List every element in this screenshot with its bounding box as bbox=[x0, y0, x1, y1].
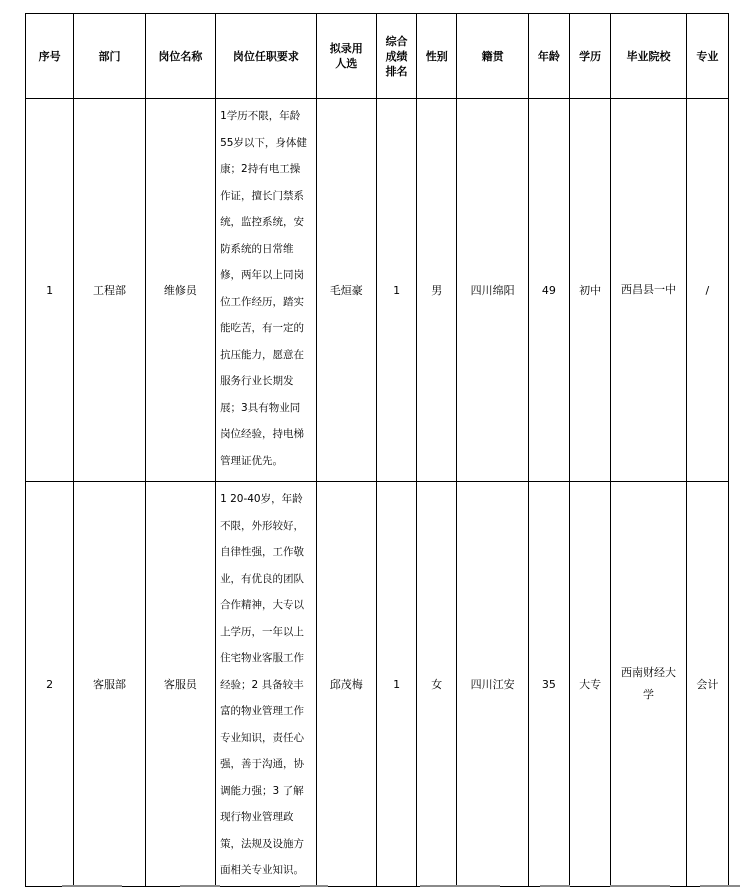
cell-origin: 四川绵阳 bbox=[457, 99, 528, 482]
header-score-line3: 排名 bbox=[385, 64, 408, 78]
req-line: 调能力强；3 了解 bbox=[220, 784, 304, 797]
cell-edu: 大专 bbox=[570, 482, 611, 887]
req-line: 上学历，一年以上 bbox=[220, 625, 305, 638]
req-line: 自律性强，工作敬 bbox=[220, 546, 305, 558]
req-line: 不限，外形较好， bbox=[220, 519, 305, 532]
req-line: 合作精神，大专以 bbox=[220, 599, 305, 611]
cell-school bbox=[611, 482, 686, 887]
req-line: 修，两年以上同岗 bbox=[220, 269, 305, 281]
cell-major: / bbox=[686, 99, 728, 482]
req-line: 1 20-40岁，年龄 bbox=[220, 493, 303, 505]
cell-seq: 1 bbox=[26, 99, 74, 482]
header-score-line2: 成绩 bbox=[385, 49, 408, 63]
school-line2: 学 bbox=[642, 688, 654, 701]
school-line1: 西南财经大 bbox=[620, 666, 676, 679]
header-gender: 性别 bbox=[417, 14, 457, 99]
header-row bbox=[26, 14, 729, 99]
req-line: 现行物业管理政 bbox=[220, 811, 294, 823]
cut-off-text-strip bbox=[0, 882, 752, 890]
header-origin: 籍贯 bbox=[457, 14, 528, 99]
req-line: 抗压能力，愿意在 bbox=[220, 348, 305, 361]
header-candidate bbox=[316, 14, 376, 99]
header-score-rank bbox=[376, 14, 416, 99]
header-age: 年龄 bbox=[528, 14, 569, 99]
header-school: 毕业院校 bbox=[611, 14, 686, 99]
req-line: 岗位经验，持电梯 bbox=[220, 428, 305, 440]
req-line: 统，监控系统，安 bbox=[220, 216, 305, 228]
header-seq: 序号 bbox=[26, 14, 74, 99]
cell-score-rank: 1 bbox=[376, 482, 416, 887]
cell-position: 维修员 bbox=[145, 99, 215, 482]
header-requirements: 岗位任职要求 bbox=[216, 14, 317, 99]
header-edu: 学历 bbox=[570, 14, 611, 99]
hiring-table bbox=[25, 13, 729, 887]
cell-position: 客服员 bbox=[145, 482, 215, 887]
req-line: 能吃苦，有一定的 bbox=[220, 322, 305, 334]
req-line: 业，有优良的团队 bbox=[220, 572, 305, 585]
req-line: 专业知识，责任心 bbox=[220, 731, 305, 744]
req-line: 强，善于沟通，协 bbox=[220, 758, 305, 770]
header-score-line1: 综合 bbox=[385, 34, 408, 48]
cell-dept: 客服部 bbox=[74, 482, 145, 887]
cell-school bbox=[611, 99, 686, 482]
cell-seq: 2 bbox=[26, 482, 74, 887]
cell-age: 49 bbox=[528, 99, 569, 482]
table-row bbox=[26, 99, 729, 482]
req-line: 55岁以下，身体健 bbox=[220, 136, 307, 149]
cell-requirements bbox=[216, 482, 317, 887]
cell-dept: 工程部 bbox=[74, 99, 145, 482]
header-candidate-line2: 人选 bbox=[335, 57, 358, 70]
cell-edu: 初中 bbox=[570, 99, 611, 482]
cell-score-rank: 1 bbox=[376, 99, 416, 482]
header-candidate-line1: 拟录用 bbox=[329, 42, 363, 55]
school-line1: 西昌县一中 bbox=[620, 283, 676, 296]
req-line: 作证，擅长门禁系 bbox=[220, 189, 305, 202]
req-line: 防系统的日常维 bbox=[220, 242, 294, 255]
req-line: 展；3具有物业同 bbox=[220, 401, 301, 414]
header-dept: 部门 bbox=[74, 14, 145, 99]
req-line: 富的物业管理工作 bbox=[220, 705, 305, 717]
req-line: 服务行业长期发 bbox=[220, 375, 294, 387]
cell-gender: 男 bbox=[417, 99, 457, 482]
req-line: 康；2持有电工操 bbox=[220, 163, 301, 175]
req-line: 住宅物业客服工作 bbox=[220, 652, 305, 664]
req-line: 管理证优先。 bbox=[220, 454, 284, 467]
cell-origin: 四川江安 bbox=[457, 482, 528, 887]
req-line: 位工作经历，踏实 bbox=[220, 295, 305, 308]
cell-candidate: 毛烜豪 bbox=[316, 99, 376, 482]
cell-age: 35 bbox=[528, 482, 569, 887]
req-line: 经验；2 具备较丰 bbox=[220, 678, 304, 691]
cell-requirements bbox=[216, 99, 317, 482]
req-line: 1学历不限，年龄 bbox=[220, 110, 301, 122]
cell-major: 会计 bbox=[686, 482, 728, 887]
table-row bbox=[26, 482, 729, 887]
req-line: 策，法规及设施方 bbox=[220, 837, 305, 850]
req-line: 面相关专业知识。 bbox=[220, 864, 305, 876]
cell-candidate: 邱茂梅 bbox=[316, 482, 376, 887]
header-major: 专业 bbox=[686, 14, 728, 99]
cell-gender: 女 bbox=[417, 482, 457, 887]
header-position: 岗位名称 bbox=[145, 14, 215, 99]
